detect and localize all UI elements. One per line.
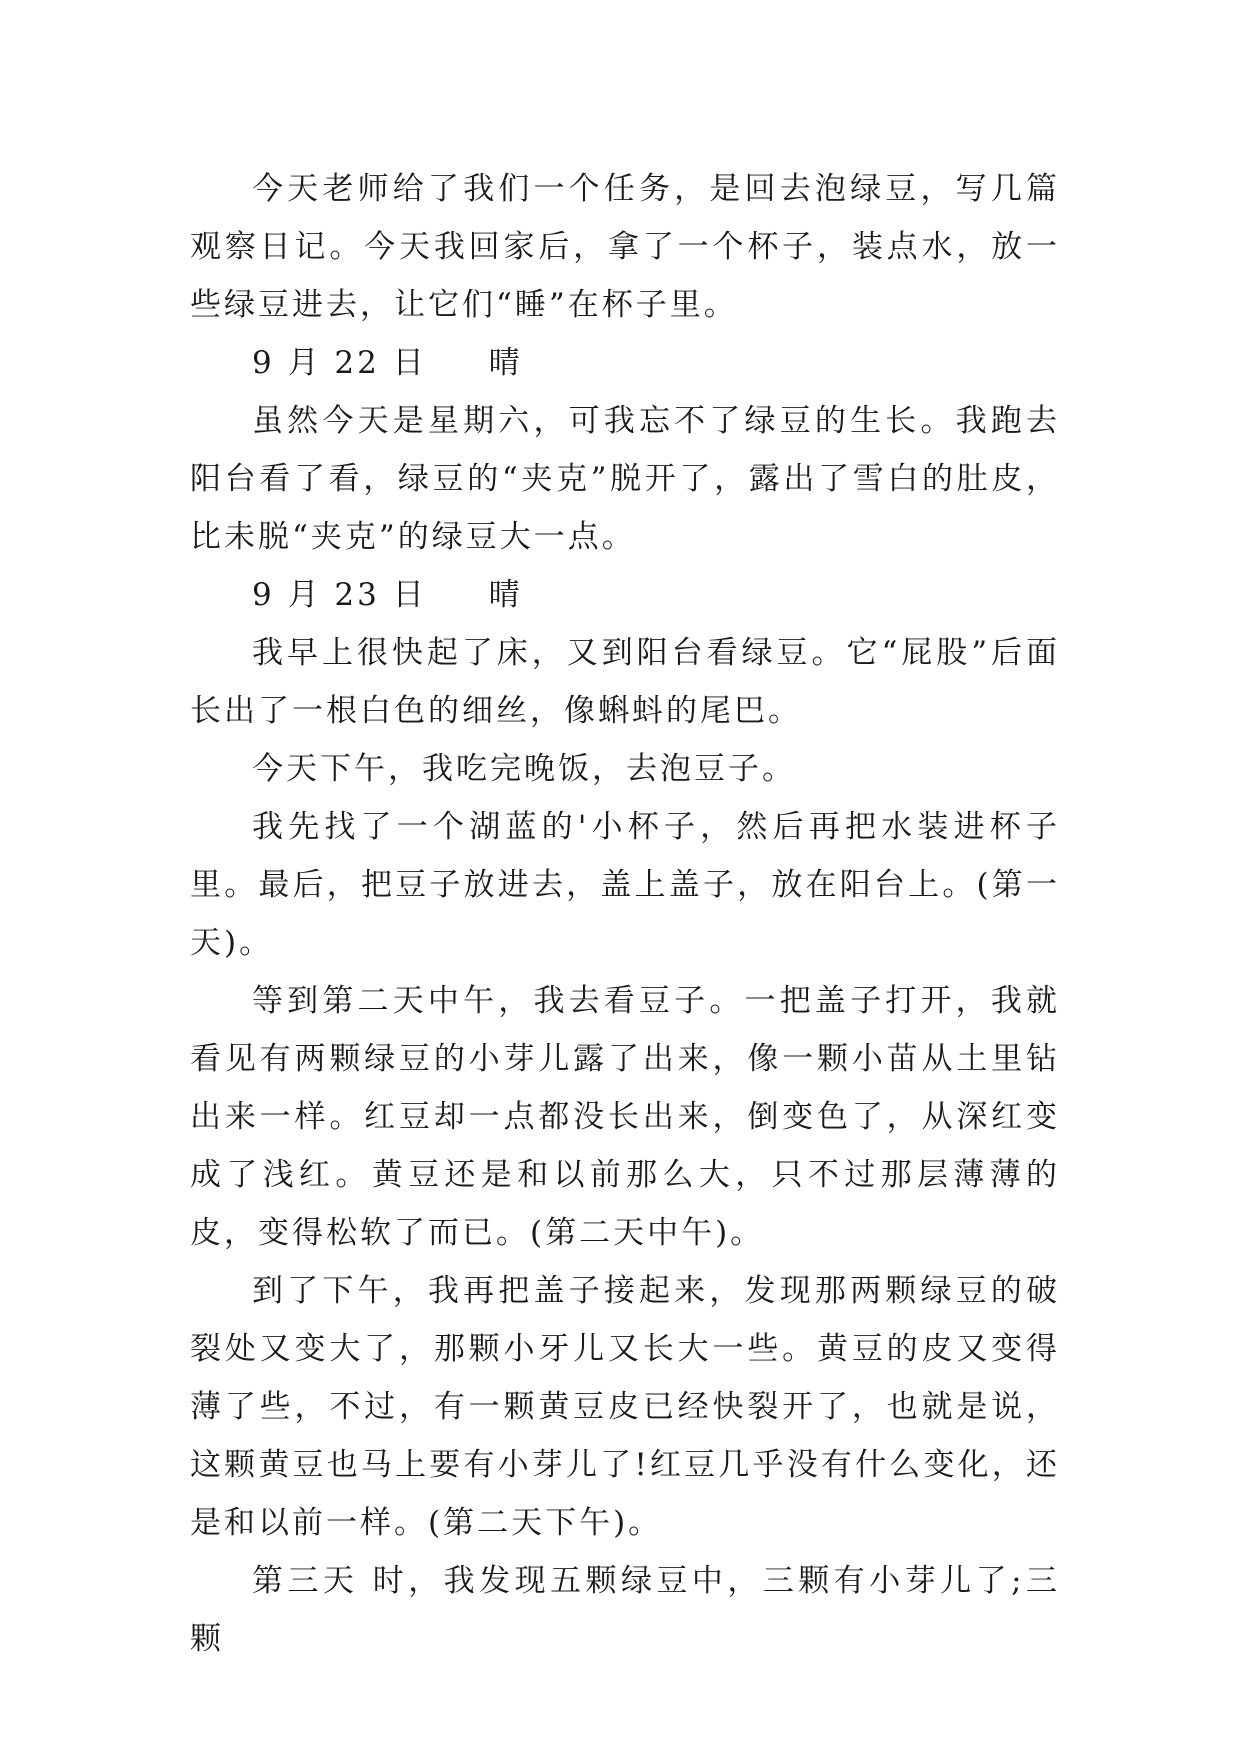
paragraph-entry: 今天下午，我吃完晚饭，去泡豆子。 (252, 751, 796, 787)
diary-date-line (190, 566, 1060, 624)
diary-weather: 晴 (488, 345, 523, 381)
paragraph-entry: 虽然今天是星期六，可我忘不了绿豆的生长。我跑去阳台看了看，绿豆的“夹克”脱开了，露出了雪白的肚皮，比未脱“夹克”的绿豆大一点。 (190, 403, 1060, 555)
document-body (190, 160, 1060, 1668)
diary-date-line (190, 334, 1060, 392)
diary-weather: 晴 (488, 577, 523, 613)
paragraph-entry: 等到第二天中午，我去看豆子。一把盖子打开，我就看见有两颗绿豆的小芽儿露了出来，像一颗小苗从土里钻出来一样。红豆却一点都没长出来，倒变色了，从深红变成了浅红。黄豆还是和以前那么大，只不过那层薄薄的皮，变得松软了而已。(第二天中午)。 (190, 983, 1060, 1251)
diary-date: 9 月 22 日 (252, 345, 427, 381)
paragraph-intro: 今天老师给了我们一个任务，是回去泡绿豆，写几篇观察日记。今天我回家后，拿了一个杯子，装点水，放一些绿豆进去，让它们“睡”在杯子里。 (190, 171, 1060, 323)
paragraph-entry: 我早上很快起了床，又到阳台看绿豆。它“屁股”后面长出了一根白色的细丝，像蝌蚪的尾巴。 (190, 635, 1060, 729)
paragraph-entry: 到了下午，我再把盖子接起来，发现那两颗绿豆的破裂处又变大了，那颗小牙儿又长大一些。黄豆的皮又变得薄了些，不过，有一颗黄豆皮已经快裂开了，也就是说，这颗黄豆也马上要有小芽儿了!红豆几乎没有什么变化，还是和以前一样。(第二天下午)。 (190, 1273, 1060, 1541)
paragraph-entry: 第三天 时，我发现五颗绿豆中，三颗有小芽儿了;三颗 (190, 1563, 1060, 1657)
paragraph-entry: 我先找了一个湖蓝的'小杯子，然后再把水装进杯子里。最后，把豆子放进去，盖上盖子，放在阳台上。(第一天)。 (190, 809, 1060, 961)
diary-date: 9 月 23 日 (252, 577, 427, 613)
